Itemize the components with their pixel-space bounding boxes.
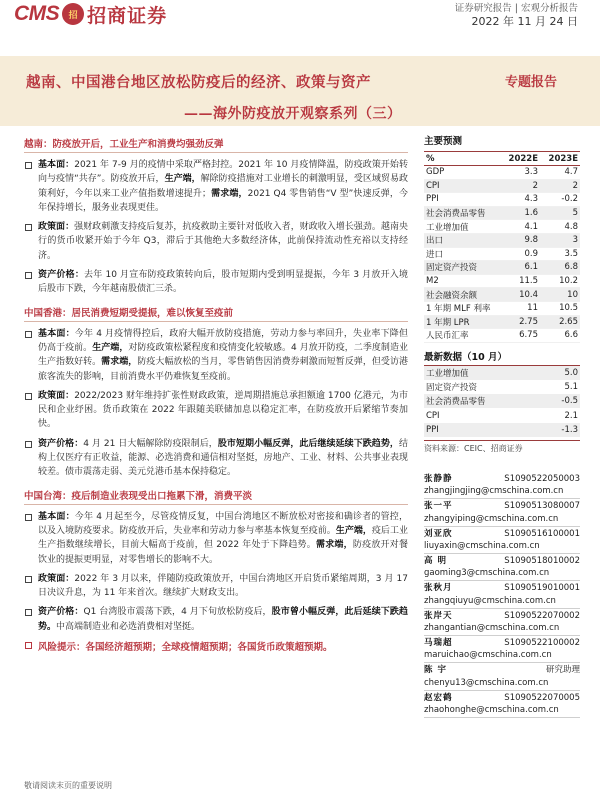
latest-indicator: 固定资产投资 (426, 382, 478, 393)
forecast-value-2023e: 2.65 (540, 315, 580, 329)
forecast-value-2022e: 2.75 (500, 315, 540, 329)
data-source-note: 资料来源：CEIC、招商证券 (424, 440, 580, 454)
forecast-value-2023e: 3.5 (540, 247, 580, 261)
forecast-indicator: 社会消费品零售 (424, 206, 500, 220)
forecast-row (424, 288, 580, 302)
bullet-label: 政策面： (38, 222, 75, 233)
risk-text: 风险提示：各国经济超预期；全球疫情超预期；各国货币政策超预期。 (38, 642, 333, 654)
forecast-header-unit: % (424, 152, 500, 166)
latest-value: 5.0 (542, 365, 580, 379)
bullet-square-icon (25, 331, 32, 338)
bullet-text: 2021 年 7-9 月的疫情中采取严格封控。2021 年 10 月疫情降温，防疫政策开始转向与疫情“共存”。防疫放开后， (38, 160, 408, 185)
bullet-label: 资产价格： (38, 438, 84, 449)
analyst-email[interactable]: zhangantian@cmschina.com.cn (424, 622, 560, 633)
forecast-indicator: M2 (424, 274, 500, 288)
forecast-indicator: 人民币汇率 (424, 329, 500, 343)
forecast-row (424, 329, 580, 343)
bullet-text: Q1 台湾股市震荡下跌，4 月下旬放松防疫后， (83, 607, 272, 618)
forecast-value-2023e: 10 (540, 288, 580, 302)
analyst-header (424, 582, 580, 594)
forecast-value-2023e: 2 (540, 179, 580, 193)
forecast-value-2022e: 4.3 (500, 193, 540, 207)
forecast-value-2022e: 10.4 (500, 288, 540, 302)
bullet-text: 2022/2023 财年维持扩张性财政政策，逆周期措施总承担额逾 1700 亿港元，为市民和企业纾困。货币政策在 2022 年跟随美联储加息以稳定汇率，在防疫放开后紧缩节奏加快。 (38, 390, 408, 430)
bullet-square-icon (25, 393, 32, 400)
forecast-indicator: GDP (424, 166, 500, 180)
logo-emblem-icon: 招 (62, 3, 84, 25)
footer-disclaimer: 敬请阅读末页的重要说明 (24, 781, 112, 790)
analyst-header (424, 610, 580, 622)
bullet-paragraph (24, 268, 408, 297)
bullet-text: 4 月 21 日大幅解除防疫限制后， (83, 438, 218, 449)
analyst-entry (424, 663, 580, 690)
analyst-license-id: S1090518010002 (504, 556, 580, 567)
latest-row (424, 365, 580, 379)
forecast-value-2022e: 11.5 (500, 274, 540, 288)
forecast-indicator: 固定资产投资 (424, 261, 500, 275)
risk-warning (24, 639, 408, 653)
bullet-paragraph (24, 327, 408, 384)
bullet-label: 政策面： (38, 390, 75, 401)
analyst-entry (424, 636, 580, 663)
analyst-email[interactable]: zhangjingjing@cmschina.com.cn (424, 486, 564, 497)
analyst-header (424, 500, 580, 512)
analyst-header (424, 473, 580, 485)
forecast-value-2022e: 0.9 (500, 247, 540, 261)
bullet-square-icon (25, 162, 32, 169)
analyst-name: 张静静 (424, 474, 453, 485)
bullet-label: 基本面： (38, 328, 75, 339)
analyst-license-id: S1090522070005 (504, 692, 580, 703)
forecast-indicator: 1 年期 LPR (424, 315, 500, 329)
forecast-row (424, 206, 580, 220)
forecast-row (424, 220, 580, 234)
bullet-square-icon (25, 224, 32, 231)
forecast-row (424, 301, 580, 315)
report-subtitle: ——海外防疫放开观察系列（三） (184, 106, 402, 122)
latest-indicator: PPI (424, 423, 542, 437)
forecast-value-2022e: 3.3 (500, 166, 540, 180)
forecast-row (424, 166, 580, 180)
forecast-row (424, 261, 580, 275)
latest-data-title: 最新数据（10 月） (424, 351, 508, 363)
bullet-label: 资产价格： (38, 270, 85, 281)
forecast-value-2022e: 11 (500, 301, 540, 315)
report-category-tag: 专题报告 (505, 75, 558, 90)
forecast-row (424, 274, 580, 288)
analyst-name: 马瑞超 (424, 637, 453, 648)
latest-row (424, 394, 580, 408)
bullet-label: 基本面： (38, 511, 75, 522)
latest-row (424, 380, 580, 394)
forecast-row (424, 233, 580, 247)
bullet-paragraph (24, 220, 408, 263)
analyst-entry (424, 554, 580, 581)
analyst-name: 张秋月 (424, 583, 453, 594)
analyst-header (424, 637, 580, 649)
analyst-name: 陈 宇 (424, 665, 447, 676)
logo-cms-text: CMS (14, 2, 60, 25)
bullet-paragraph (24, 605, 408, 634)
latest-row (424, 408, 580, 422)
forecast-value-2022e: 6.1 (500, 261, 540, 275)
analyst-license-id: S1090519010001 (504, 583, 580, 594)
analyst-entry (424, 472, 580, 499)
bullet-text: 去年 10 月宣布防疫政策转向后，股市短期内受到明显提振，今年 3 月放开入境后股市下跌，今年越南股债汇三杀。 (38, 270, 408, 295)
analyst-email[interactable]: maruichao@cmschina.com.cn (424, 650, 552, 661)
analyst-header (424, 692, 580, 704)
latest-value: 2.1 (564, 410, 578, 421)
bullet-keyword: 生产端， (335, 525, 372, 536)
forecast-table (424, 151, 580, 343)
forecast-title: 主要预测 (424, 136, 463, 147)
analyst-entry (424, 527, 580, 554)
forecast-value-2022e: 6.75 (500, 329, 540, 343)
forecast-value-2023e: -0.2 (540, 193, 580, 207)
bullet-text: 今年 4 月起至今，尽管疫情反复，中国台湾地区不断放松对密接和确诊者的管控，以及入境防疫要求。防疫放开后，失业率和劳动力参与率基本恢复至疫前。 (38, 511, 408, 536)
bullet-text: 疫后工业生产指数继续增长，目前大幅高于疫前，但 2022 年处于下降趋势。 (38, 525, 408, 551)
analyst-license-id: S1090516100001 (504, 528, 580, 539)
forecast-value-2023e: 6.8 (540, 261, 580, 275)
report-type: 证券研究报告 | 宏观分析报告 (454, 3, 578, 14)
analyst-name: 张岸天 (424, 610, 453, 621)
bullet-paragraph (24, 437, 408, 480)
analyst-email[interactable]: liuyaxin@cmschina.com.cn (424, 541, 540, 552)
analyst-header (424, 528, 580, 540)
analyst-email[interactable]: zhaohonghe@cmschina.com.cn (424, 704, 559, 715)
bullet-text: 2022 年 3 月以来，伴随防疫政策放开，中国台湾地区开启货币紧缩周期，3 月 17 日决议升息，为 11 年来首次。继续扩大财政支出。 (38, 573, 408, 599)
analyst-list (424, 472, 580, 718)
bullet-label: 政策面： (38, 573, 75, 584)
forecast-value-2022e: 9.8 (500, 233, 540, 247)
forecast-indicator: PPI (424, 193, 500, 207)
forecast-indicator: 工业增加值 (424, 220, 500, 234)
analyst-header (424, 555, 580, 567)
analyst-name: 高 明 (424, 556, 447, 567)
forecast-value-2022e: 2 (500, 179, 540, 193)
sidebar-column (424, 130, 580, 718)
analyst-name: 赵宏鹤 (424, 692, 453, 703)
latest-indicator: 工业增加值 (424, 365, 542, 379)
forecast-row (424, 179, 580, 193)
bullet-text: 强财政刺激支持疫后复苏，抗疫救助主要针对低收入者，财政收入增长强劲。越南央行的货币收紧开始于今年 Q3，滞后于其他绝大多数经济体，此前保持流动性充裕以支持经济。 (38, 222, 408, 261)
forecast-row (424, 315, 580, 329)
bullet-keyword: 生产端， (92, 342, 129, 353)
forecast-value-2023e: 4.7 (540, 166, 580, 180)
forecast-indicator: CPI (424, 179, 500, 193)
risk-square-icon (25, 642, 32, 649)
latest-value: -0.5 (542, 394, 580, 408)
analyst-license-id: S1090522050003 (504, 474, 580, 485)
analyst-entry (424, 499, 580, 526)
section-heading: 中国香港：居民消费短期受提振，难以恢复至疫前 (24, 305, 408, 322)
bullet-keyword: 生产端， (164, 174, 201, 185)
bullet-square-icon (25, 576, 32, 583)
bullet-label: 基本面： (38, 160, 75, 170)
analyst-license-id: S1090513080007 (504, 501, 580, 512)
bullet-text: 防疫大幅放松的当月，零售销售因消费券刺激而短暂反弹，但受访港旅客流失的影响，目前消费水平仍难恢复至疫前。 (38, 357, 408, 382)
section-heading: 越南：防疫放开后，工业生产和消费均强劲反弹 (24, 136, 408, 153)
analyst-entry (424, 581, 580, 608)
bullet-text: 中高端制造业和必选消费相对坚挺。 (56, 621, 201, 632)
bullet-label: 资产价格： (38, 607, 84, 618)
bullet-keyword: 需求端， (211, 188, 248, 199)
bullet-text: 今年 4 月疫情得控后，政府大幅开放防疫措施，劳动力参与率回升，失业率下降但仍高于疫前。 (38, 328, 408, 353)
analyst-header (424, 664, 580, 676)
logo-company-name: 招商证券 (87, 4, 168, 27)
bullet-paragraph (24, 572, 408, 601)
bullet-keyword: 股市曾小幅反弹，此后延续下跌趋势。 (38, 607, 408, 632)
forecast-header-2022e: 2022E (500, 152, 540, 166)
report-date: 2022 年 11 月 24 日 (471, 15, 578, 28)
analyst-entry (424, 691, 580, 718)
bullet-text: 对防疫政策松紧程度和疫情变化较敏感。4 月放开防疫，二季度制造业生产指数好转。 (38, 342, 408, 368)
forecast-value-2023e: 6.6 (540, 329, 580, 343)
analyst-name: 刘亚欣 (424, 528, 453, 539)
bullet-keyword: 需求端， (101, 357, 138, 368)
forecast-row (424, 247, 580, 261)
bullet-keyword: 股市短期小幅反弹，此后继续延续下跌趋势， (217, 438, 399, 449)
report-title: 越南、中国港台地区放松防疫后的经济、政策与资产 (26, 74, 371, 91)
bullet-paragraph (24, 389, 408, 432)
bullet-square-icon (25, 441, 32, 448)
forecast-header-row (424, 152, 580, 166)
bullet-square-icon (25, 609, 32, 616)
latest-value: 5.1 (564, 381, 578, 392)
analyst-email[interactable]: zhangqiuyu@cmschina.com.cn (424, 595, 556, 606)
bullet-text: 2021 Q4 零售销售“V 型”快速反弹，今年保持增长，服务业表现更佳。 (38, 188, 408, 213)
forecast-value-2023e: 5 (540, 206, 580, 220)
analyst-license-id: 研究助理 (545, 665, 580, 676)
bullet-text: 防疫放开对餐饮业的提振更明显，对零售增长的影响不大。 (38, 540, 408, 565)
analyst-license-id: S1090522100002 (504, 637, 580, 648)
analyst-email[interactable]: chenyu13@cmschina.com.cn (424, 677, 549, 688)
latest-indicator: CPI (426, 410, 440, 421)
analyst-name: 张一平 (424, 501, 453, 512)
forecast-indicator: 1 年期 MLF 利率 (424, 301, 500, 315)
summary-column (24, 130, 408, 762)
bullet-text: 结构上仅医疗有正收益，能源、必选消费和通信相对坚挺，房地产、工业、材料、公共事业表现较差。债市震荡走弱、美元兑港币基本保持稳定。 (38, 438, 408, 478)
bullet-keyword: 需求端， (315, 540, 353, 551)
latest-row (424, 423, 580, 437)
latest-indicator: 社会消费品零售 (424, 394, 542, 408)
company-logo (14, 2, 167, 26)
latest-value: -1.3 (542, 423, 580, 437)
forecast-value-2023e: 10.5 (540, 301, 580, 315)
bullet-paragraph (24, 158, 408, 215)
forecast-header-2023e: 2023E (540, 152, 580, 166)
forecast-value-2023e: 4.8 (540, 220, 580, 234)
forecast-indicator: 出口 (424, 233, 500, 247)
forecast-value-2022e: 1.6 (500, 206, 540, 220)
bullet-square-icon (25, 272, 32, 279)
forecast-indicator: 进口 (424, 247, 500, 261)
forecast-value-2023e: 10.2 (540, 274, 580, 288)
latest-data-table (424, 365, 580, 437)
forecast-value-2022e: 4.1 (500, 220, 540, 234)
forecast-indicator: 社会融资余额 (424, 288, 500, 302)
analyst-email[interactable]: zhangyiping@cmschina.com.cn (424, 513, 559, 524)
forecast-value-2023e: 3 (540, 233, 580, 247)
forecast-row (424, 193, 580, 207)
section-heading: 中国台湾：疫后制造业表现受出口拖累下滑，消费平淡 (24, 488, 408, 505)
bullet-paragraph (24, 510, 408, 567)
analyst-license-id: S1090522070002 (504, 610, 580, 621)
analyst-email[interactable]: gaoming3@cmschina.com.cn (424, 568, 550, 579)
analyst-entry (424, 609, 580, 636)
bullet-text: 解除防疫措施对工业增长的刺激明显，受区域贸易政策利好，今年以来工业产值指数增速提升； (38, 174, 408, 199)
bullet-square-icon (25, 514, 32, 521)
